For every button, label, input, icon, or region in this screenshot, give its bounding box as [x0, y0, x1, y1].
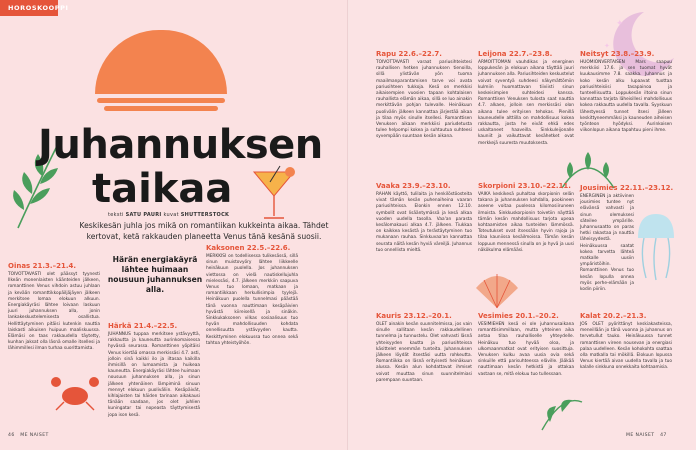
sign-text-harka: JUHANNUS tuppaa merkitsee ystävyyttä, rakkautta ja kauneutta aurinkomaisessa hyvässä seurassa. Romanttinen yöpitäisi Venus kiertää omassa merkissäsi 4.7. asti, jolloin sinä kaikki ilo ja iltasaa kaikilla ihmisillä on lumoamista ja huikeaa kauneutta. Energiakäyräsi lähtee huimaan nousuun juhannuksen alla, ja sinun jälkeen yhtenäinen lämpiminä sinuun mennyt elokuun puoliväliin. Kesäpäivät, kihlajaisten tai häiden tarinaan aikakausi tänään saadaan, jos olet juhlien kuningatar tai nopeasta täyttymisestä jopa ison kesä. — [108, 332, 200, 418]
sign-heading-kalat: Kalat 20.2.–21.3. — [580, 312, 647, 320]
sign-heading-neitsyt: Neitsyt 23.8.–23.9. — [580, 50, 655, 58]
svg-text:✦: ✦ — [616, 19, 624, 29]
sign-text-vaaka: RAHAN käyttö, tulilaita ja henkilöstöosteita vivat tämän kesän puhenaiheina vaaran pariusihteissa. Elonkin ennen 12.10. symbolit ovat lisääntymässä ja kesä alkaa vuoden uudella tasolla. Vaa'an parasta kesälomakausi alkaa 4.7. jälkeen. Tiukkaa on kaikkea kesästä ja terästäytyminen tuo mukanaan rauhaa. Sinkkuvaa'an kannattaa seurata näitä kesän hyviä väreiljä. Juhannus tuo onnellista mieltä. — [376, 192, 472, 253]
sign-heading-vesimies: Vesimies 20.1.–20.2. — [478, 312, 559, 320]
footer-left — [8, 433, 49, 438]
sign-heading-vaaka: Vaaka 23.9.–23.10. — [376, 182, 451, 190]
magazine-name-right: ME NAISET — [626, 433, 655, 438]
section-label: HOROSKOOPPI — [8, 4, 69, 12]
page-number-right: 47 — [660, 433, 667, 438]
sign-heading-oinas: Oinas 21.3.–21.4. — [8, 262, 77, 270]
sign-text-oinas: TOIVOTTAVASTI olet päässyt tyynesti Ilkeän monenlaisten käänteiden jälkeen, romanttinen Venus vihdoin astuu juhlaan ja kevään romanttikkopäiljäjäyen jälkeen merkitsee lomaa elokuun alkuun. Energiakäyräsi lähtee loivaan laskuun juuri juhannuksen alla, jonin lankakeskustelemisesta osallistua. Hellittäytyminen pitäisi kutenkin nauttia laiskasti aikuisen huipuun maaliskuussa. Elämäsi on taas rakkaudella täytetty, kunhan jaksat olla läsnä omalle itsellesi ja lähimmillesi ilman turhaa suorittamista. — [8, 272, 100, 352]
byline-author: SATU PAURI — [125, 212, 162, 218]
sign-heading-rapu: Rapu 22.6.–22.7. — [376, 50, 442, 58]
crab-icon — [50, 372, 100, 412]
sign-text-vesimies: VESIMIEHEN kesä ei ole juhannusaikana romanttisimmillaan, mutta yhteinen aika antaa tilaa rauhalliselle yhteydelle. Heinäkuu tuo hyvää oloa, ja ulkomaanmatkat ovat erityisen suosittuja. Venuksen kulku avaa uusia ovia sekä sinkuille että parisuhteessa eläville. Jääkää nauttimaan kesän hetkistä ja ottakaa vastaan se, mitä elokuu tuo tullessaan. — [478, 322, 574, 377]
page-number-left: 46 — [8, 433, 15, 438]
byline-photo: SHUTTERSTOCK — [180, 212, 230, 218]
byline-prefix: teksti — [108, 212, 124, 218]
sign-text-skorpioni: VAIKA keskikesä puhaltaa skorpionin selän takana ja juhannuksen kohdalla, pookineen aseene voitaa puolessa kilomosiiruneen ilmoista. Sinkkuskorpionin toivetiin näyttää tämän kesän mahdollisuus tarjota upeaa kohtaamisten aikaa tunteiden lämmössä. Toteutukset ovat itsessään hyvin rajoja ja tilaa kauniissa kesäilmoissa. Tämän kesän loppuun mennessä sinulla on jo hyvä ja uusi näkökulma elämääsi. — [478, 192, 574, 253]
cocktail-icon — [250, 164, 300, 224]
sign-text-kauris: OLET ainakin kesän suunnitelmissa, jos vain sinulle sallitaan kesän rakkaudellinen tunnelma ja tunnustelu. Olet vahvasti läsnä yhteisyyden kautta ja pariusihteissa käsittelet enemmän tunteita. Juhannuksen jälkeen löydät itsestäsi uutta rohkeutta. Romantiikka on läsnä erityisesti heinäkuun alussa. Kesän alun kohdattavat ihmiset voivat muuttaa sinun suunnitelmiasi parempaan suuntaan. — [376, 322, 472, 383]
page-spine — [347, 0, 349, 450]
sign-text-kaksonen: MERKKISI on todellisessa tulikesässä, sillä sinun muistovyöry lähtee liikkeelle heinäkuun puolella. Jos juhannuksen viettossa on vielä nautiskellujuhla mielessäsi, 4.7. jälkeen merkkiin saapuva Venus tuo lomaan, matkaan ja romantiikkaan herkullisimpia tyylejä. Heinäkuun puolella tunnelmasi päästää tänä vuonna nauttimaan kesäpäivien hyvästä kiireisellä ja sinäkin. Sinkkukaksonen vilkas sosiaalisuus tuo hyvän mahdollisuuden kohdata onnellisuutta ystävyyden kautta. Keskittyminen elokuussa tuo onnea sekä tahtoa yhteistyöhön. — [206, 254, 298, 346]
page-title-line1: Juhannuksen — [38, 122, 323, 168]
svg-text:✦: ✦ — [604, 42, 610, 50]
sign-text-kalat: JOS OLET pyörittänyt keskiakasteissa, meneillään jo tänä vuonna ja juhannus on tervetullut tauko. Heinäkuussa tunnet romanttisen vireen nousevan ja energiasi palaa uudelleen. Kesän kohokohta saattaa olla matkalla tai mökillä. Elokuun lopussa Venus kiertää aivan uudella tavalla ja tuo kalalle sinkkuna onnekkaita kohtaamisia. — [580, 322, 672, 371]
sign-heading-skorpioni: Skorpioni 23.10.–22.11. — [478, 182, 571, 190]
sun-stripe — [104, 106, 218, 111]
byline — [108, 212, 229, 218]
sign-heading-kaksonen: Kaksonen 22.5.–22.6. — [206, 244, 291, 252]
magazine-name-left: ME NAISET — [20, 433, 49, 438]
sign-text-jousimies: ENERGINEN ja aktiivinen jousimies tuntee nyt elävänsä vahvasti ja sinun olemuksesi säteilee ympärille. Juhannusaatto on paras hetki rakastaa ja nauttia läheisyydestä. Heinäkuussa saatat kokea tarvetta lähteä matkalle uusiin ympäristöihin. Romanttinen Venus tuo kesän lopulla onnea myös perhe-elämään ja kodin piiriin. — [580, 194, 634, 293]
jellyfish-icon — [634, 212, 678, 282]
sign-heading-jousimies: Jousimies 22.11.–23.12. — [580, 184, 674, 192]
lead-paragraph: Keskikesän juhla jos mikä on romantiikan kukkeinta aikaa. Tähdet kertovat, ketä rakkauden planeetta Venus tänä kesänä suosii. — [79, 221, 329, 241]
sign-heading-harka: Härkä 21.4.–22.5. — [108, 322, 178, 330]
shell-icon — [474, 270, 520, 310]
page-title-line2: taikaa — [92, 166, 233, 212]
sign-text-rapu: TOIVOTTAVASTI varaat pariusihteistesi rauhallisen hetken juhannuksen tienoilla, sillä ylistävän yön tuoma maailmanparantamisen tarve voi avata pariusihteen tukkoja. Kesä on merkkisi aikaisempien vuosien tapaan kohtalaisen rauhallista elämän aikaa, sillä se luo ainakin merkittävän pohjan tulevalle. Heinäkuun puolivälin jälkeen kannattaa järjestää aikaa ja tilaa myös sinulle itsellesi. Romanttisen Venuksen aikaan merkkiisi pariudetusta tulee helpompi kokea ja suhtautua suhteesi syvempään suuntaan kesän aikana. — [376, 60, 472, 140]
sign-text-neitsyt: HUOMIONVERTAISEN Mars saapuu merkkiisi 17.6. ja sen tuomat hyvät kuukausimme 7.8. saakka. Juhannus ja koko kesän alku lupaavat tuottaa pariusihteisiisi tasapainoa ja tunteellisuutta. Loppukesän iltoina sinun kannattaa tarjota läheisillesi mahdollisuus kokea rakkautta uudella tavalla. Syyskuun lähestyessä tunnet itsesi jälleen keskittyneemmäksi ja kauneuden aiheisen työnteon hyödyksi. Aurinkoisen viikonlopun aikana tapahtuu pieni ihme. — [580, 60, 672, 134]
sign-heading-kauris: Kauris 23.12.–20.1. — [376, 312, 452, 320]
footer-right — [626, 433, 667, 438]
byline-photo-prefix: kuvat — [163, 212, 179, 218]
sun-stripe — [97, 98, 225, 103]
pull-quote: Härän energiakäyrä lähtee huimaan nousuun juhannuksen alla. — [107, 255, 203, 294]
sign-heading-leijona: Leijona 22.7.–23.8. — [478, 50, 553, 58]
sign-text-leijona: ARMOITTOMAN vauhdikas ja energinen loppukesän ja elokuun aikana täyttää juuri juhannuksen alla. Pariusihteiden keskustelut voivat syventyä suhdeesi näkymättömiin kulmiin huomattavan tiiviisti sinun keskeisimpien suhteidesi kanssa. Romanttisen Venuksen tulosta saat nauttia 4.7. alkaen, jolloin sen merkissäsi olon aikana tulee erityisen tehokas. Pienillä kauneudelle alttiilla on mahdollisuus kokea rakkautta, josta he eivät ehkä edes uskaltaneet haaveilla. Sinkkuleijonalle kauniit ja vaikuttavat kesähetket ovat merkkejä suuresta muutoksesta. — [478, 60, 574, 146]
